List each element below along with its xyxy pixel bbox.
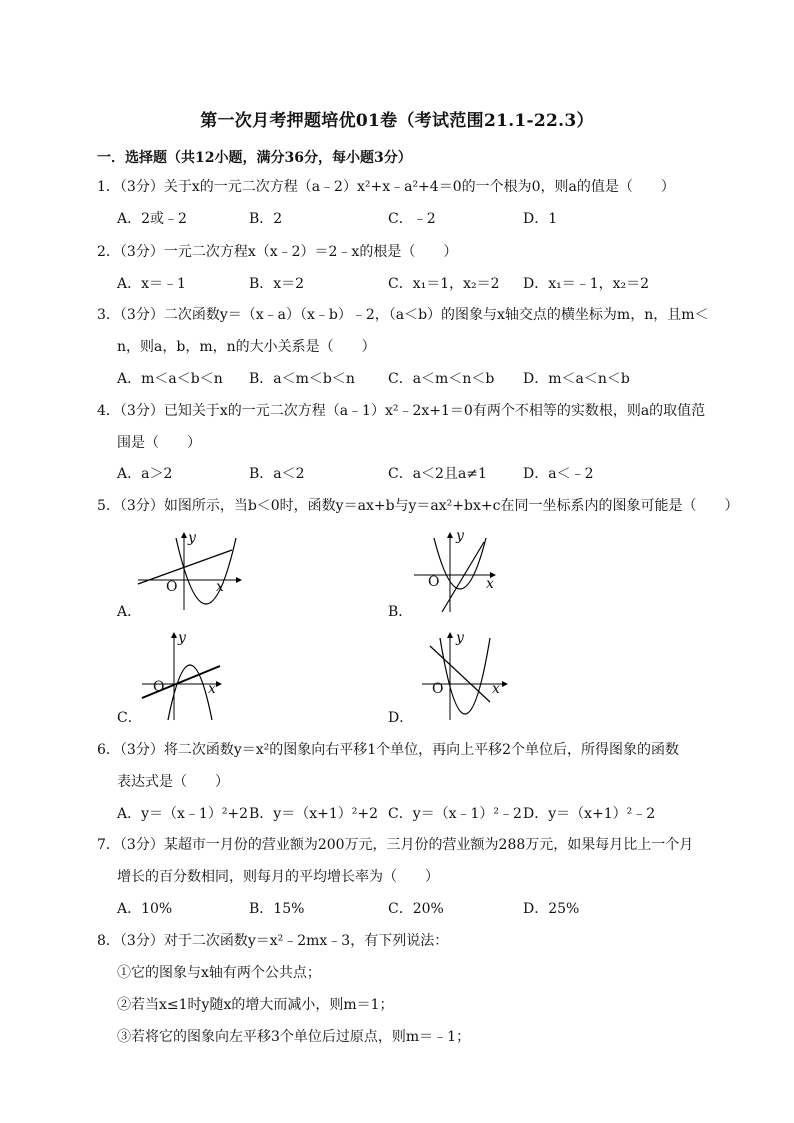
q1-option-a: A．2或﹣2 — [117, 211, 187, 227]
question-3-stem-line1: 3．（3分）二次函数y＝（x﹣a）（x﹣b）﹣2，（a＜b）的图象与x轴交点的横坐标为m，n，且m＜ — [97, 307, 709, 323]
section-heading: 一．选择题（共12小题，满分36分，每小题3分） — [97, 150, 412, 166]
question-5-stem: 5．（3分）如图所示，当b＜0时，函数y＝ax+b与y＝ax²+bx+c在同一坐标系内的图象可能是（ ） — [97, 498, 739, 514]
q1-option-c: C．﹣2 — [388, 211, 436, 227]
q7-option-d: D．25% — [523, 901, 580, 917]
q8-statement-1: ①它的图象与x轴有两个公共点； — [117, 965, 321, 981]
x-axis-arrow — [216, 681, 222, 687]
q7-option-a: A．10% — [117, 901, 173, 917]
q6-option-b: B．y＝（x+1）²+2 — [249, 806, 378, 822]
q5-b-y-label: y — [456, 528, 464, 544]
question-6-stem-line1: 6．（3分）将二次函数y＝x²的图象向右平移1个单位，再向上平移2个单位后，所得图象的函数 — [97, 742, 680, 758]
q1-option-d: D．1 — [523, 211, 558, 227]
q5-c-x-label: x — [208, 681, 216, 697]
q6-option-a: A．y＝（x﹣1）²+2 — [117, 806, 249, 822]
q5-a-x-label: x — [216, 579, 224, 595]
question-3-stem-line2: n，则a，b，m，n的大小关系是（ ） — [117, 339, 376, 355]
question-7-stem-line1: 7．（3分）某超市一月份的营业额为200万元，三月份的营业额为288万元，如果每月比上一个月 — [97, 837, 694, 853]
q5-d-x-label: x — [492, 681, 500, 697]
q5-d-origin-label: O — [432, 681, 444, 697]
y-axis-arrow — [447, 632, 453, 638]
q6-option-c: C．y＝（x﹣1）²﹣2 — [388, 806, 522, 822]
q5-graph-c — [140, 630, 240, 722]
q4-option-b: B．a＜2 — [249, 466, 305, 482]
line-graph — [442, 542, 484, 612]
q6-option-d: D．y＝（x+1）²﹣2 — [523, 806, 656, 822]
question-6-stem-line2: 表达式是（ ） — [117, 774, 229, 790]
y-axis-arrow — [447, 532, 453, 538]
q5-option-c: C． — [117, 710, 142, 726]
x-axis-arrow — [236, 577, 242, 583]
q2-option-a: A．x＝﹣1 — [117, 276, 186, 292]
parabola-graph — [440, 638, 490, 714]
q5-option-d: D． — [388, 710, 414, 726]
q8-statement-3: ③若将它的图象向左平移3个单位后过原点，则m＝﹣1； — [117, 1029, 471, 1045]
q4-option-a: A．a＞2 — [117, 466, 173, 482]
question-2-stem: 2．（3分）一元二次方程x（x﹣2）＝2﹣x的根是（ ） — [97, 244, 458, 260]
parabola-graph — [176, 538, 236, 604]
q8-statement-2: ②若当x≤1时y随x的增大而减小，则m＝1； — [117, 997, 394, 1013]
q1-option-b: B．2 — [249, 211, 283, 227]
q7-option-b: B．15% — [249, 901, 305, 917]
parabola-graph — [168, 665, 212, 720]
q4-option-d: D．a＜﹣2 — [523, 466, 594, 482]
q3-option-c: C．a＜m＜n＜b — [388, 371, 495, 387]
q5-a-y-label: y — [188, 530, 196, 546]
q5-d-y-label: y — [456, 630, 464, 646]
question-8-stem: 8．（3分）对于二次函数y＝x²﹣2mx﹣3，有下列说法： — [97, 933, 449, 949]
q5-b-origin-label: O — [428, 574, 440, 590]
q5-a-origin-label: O — [166, 579, 178, 595]
q2-option-d: D．x₁＝﹣1，x₂＝2 — [523, 276, 650, 292]
q4-option-c: C．a＜2且a≠1 — [388, 466, 487, 482]
q5-option-b: B． — [388, 604, 413, 620]
q3-option-b: B．a＜m＜b＜n — [249, 371, 355, 387]
q5-b-x-label: x — [486, 576, 494, 592]
question-4-stem-line2: 围是（ ） — [117, 435, 201, 451]
x-axis-arrow — [502, 681, 508, 687]
y-axis-arrow — [171, 632, 177, 638]
page-title: 第一次月考押题培优01卷（考试范围21.1-22.3） — [200, 111, 594, 131]
question-4-stem-line1: 4．（3分）已知关于x的一元二次方程（a﹣1）x²﹣2x+1＝0有两个不相等的实数根，则a的取值范 — [97, 403, 706, 419]
q2-option-c: C．x₁＝1，x₂＝2 — [388, 276, 500, 292]
q5-option-a: A． — [117, 604, 142, 620]
q2-option-b: B．x＝2 — [249, 276, 305, 292]
q5-graph-d — [420, 630, 526, 722]
q5-c-y-label: y — [178, 630, 186, 646]
question-1-stem: 1．（3分）关于x的一元二次方程（a﹣2）x²+x﹣a²+4＝0的一个根为0，则a的值是（ ） — [97, 179, 675, 195]
question-7-stem-line2: 增长的百分数相同，则每月的平均增长率为（ ） — [117, 869, 439, 885]
q5-c-origin-label: O — [153, 679, 165, 695]
q7-option-c: C．20% — [388, 901, 444, 917]
q3-option-a: A．m＜a＜b＜n — [117, 371, 223, 387]
q3-option-d: D．m＜a＜n＜b — [523, 371, 630, 387]
y-axis-arrow — [181, 532, 187, 538]
